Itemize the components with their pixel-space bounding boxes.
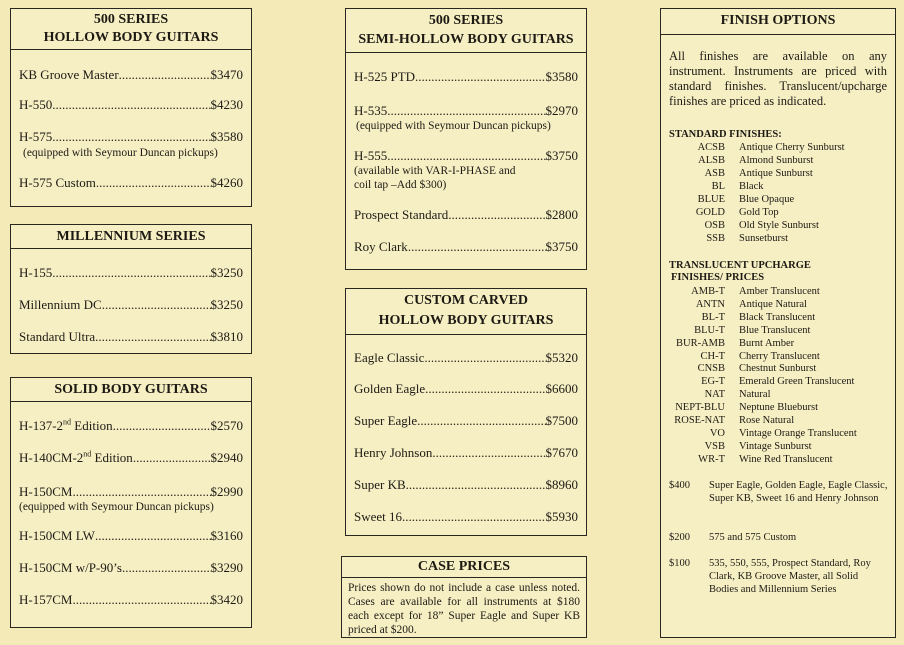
finish-row	[661, 401, 895, 414]
translucent-subtitle: FINISHES/ PRICES	[671, 272, 765, 283]
item-price: $2940	[210, 450, 243, 465]
semi-hollow-header	[346, 9, 586, 53]
finish-row	[661, 350, 895, 363]
price-row	[19, 528, 243, 544]
finish-row	[661, 311, 895, 324]
upcharge-row	[669, 531, 889, 544]
finish-code: OSB	[704, 220, 725, 231]
standard-finishes-title: STANDARD FINISHES:	[669, 129, 782, 140]
finish-code: BLUE	[697, 194, 725, 205]
item-price: $3750	[545, 148, 578, 163]
item-price: $3250	[210, 265, 243, 280]
item-price: $3810	[210, 329, 243, 344]
finish-code: VO	[709, 427, 725, 439]
finish-desc: Burnt Amber	[739, 337, 795, 349]
price-row	[19, 592, 243, 608]
finish-desc: Neptune Blueburst	[739, 402, 819, 414]
price-row	[354, 350, 578, 366]
finish-code: WR-T	[698, 453, 725, 465]
item-price: $2970	[545, 103, 578, 118]
coil-tap-note: coil tap –Add $300)	[354, 179, 447, 191]
upcharge-desc: 535, 550, 555, Prospect Standard, Roy Clark, KB Groove Master, all Solid Bodies and Millennium Series	[709, 558, 871, 595]
semi-body-title: SEMI-HOLLOW BODY GUITARS	[358, 32, 574, 47]
custom-carved-title: CUSTOM CARVED	[403, 293, 529, 308]
millennium-box	[10, 224, 252, 354]
price-row	[19, 484, 243, 500]
price-row	[354, 477, 578, 493]
finish-desc: Cherry Translucent	[739, 350, 820, 362]
finish-desc: Blue Translucent	[739, 324, 811, 336]
price-row	[19, 297, 243, 313]
finish-desc: Gold Top	[739, 207, 779, 218]
finish-code: EG-T	[701, 376, 725, 388]
item-name: H-575 Custom	[19, 175, 96, 190]
upcharge-amount: $100	[669, 558, 690, 569]
item-price: $4260	[210, 175, 243, 190]
item-price: $2990	[210, 484, 243, 499]
item-price: $3420	[210, 592, 243, 607]
finish-code: ANTN	[695, 298, 725, 310]
item-name: H-555	[354, 148, 388, 163]
price-row	[354, 413, 578, 429]
finish-row	[661, 337, 895, 350]
price-row	[354, 207, 578, 223]
finish-row	[661, 154, 895, 167]
finish-desc: Amber Translucent	[739, 286, 820, 297]
price-row	[19, 265, 243, 281]
finish-desc: Black Translucent	[739, 311, 816, 323]
upcharge-desc: 575 and 575 Custom	[709, 532, 797, 543]
finish-row	[661, 362, 895, 375]
price-row	[19, 175, 243, 191]
finish-desc: Natural	[739, 389, 771, 401]
finish-desc: Chestnut Sunburst	[739, 363, 817, 375]
item-name: Sweet 16	[354, 509, 403, 524]
finish-code: ACSB	[697, 142, 725, 153]
finish-code: BUR-AMB	[675, 337, 725, 349]
upcharge-amount: $200	[669, 532, 690, 543]
price-row	[354, 239, 578, 255]
finish-row	[661, 375, 895, 388]
price-row	[354, 381, 578, 397]
finish-desc: Vintage Orange Translucent	[739, 427, 857, 439]
finish-row	[661, 232, 895, 245]
case-prices-box	[341, 556, 587, 638]
finish-row	[661, 180, 895, 193]
item-name: Super Eagle	[354, 413, 418, 428]
finish-row	[661, 285, 895, 298]
finish-desc: Almond Sunburst	[739, 155, 814, 166]
solid-body-box	[10, 377, 252, 628]
item-name: H-150CM LW	[19, 528, 95, 543]
finish-row	[661, 388, 895, 401]
price-row	[19, 129, 243, 145]
finish-row	[661, 440, 895, 453]
hollow-series-title: 500 SERIES	[93, 12, 169, 27]
upcharge-row	[669, 479, 889, 505]
finish-options-header: FINISH OPTIONS	[661, 9, 895, 35]
upcharge-row	[669, 557, 889, 596]
price-row	[19, 97, 243, 113]
item-name: Millennium DC	[19, 297, 102, 312]
item-name: Super KB	[354, 477, 406, 492]
finish-desc: Black	[739, 181, 764, 192]
finish-code: ALSB	[698, 155, 725, 166]
finish-intro: All finishes are available on any instrument. Instruments are priced with standard finishes. Translucent/upcharge finishes are priced as indicated.	[669, 49, 887, 108]
item-name: Golden Eagle	[354, 381, 426, 396]
finish-row	[661, 324, 895, 337]
finish-desc: Vintage Sunburst	[739, 440, 812, 452]
item-price: $7500	[545, 413, 578, 428]
hollow-body-header	[11, 9, 251, 50]
finish-desc: Rose Natural	[739, 415, 795, 426]
price-row	[354, 148, 578, 164]
item-price: $4230	[210, 97, 243, 112]
finish-desc: Old Style Sunburst	[739, 220, 819, 231]
finish-desc: Antique Natural	[739, 298, 807, 310]
pickup-note: (equipped with Seymour Duncan pickups)	[356, 120, 551, 132]
price-row	[19, 67, 243, 83]
price-row	[354, 103, 578, 119]
finish-desc: Emerald Green Translucent	[739, 376, 855, 388]
finish-code: CH-T	[700, 350, 725, 362]
item-price: $5320	[545, 350, 578, 365]
millennium-header: MILLENNIUM SERIES	[11, 225, 251, 249]
finish-code: SSB	[706, 233, 725, 244]
item-price: $8960	[545, 477, 578, 492]
item-name: H-137-2nd Edition	[19, 417, 113, 433]
finish-desc: Sunsetburst	[739, 233, 789, 244]
item-price: $5930	[545, 509, 578, 524]
finish-row	[661, 298, 895, 311]
pickup-note: (equipped with Seymour Duncan pickups)	[19, 501, 214, 513]
solid-body-header: SOLID BODY GUITARS	[11, 378, 251, 402]
finish-row	[661, 206, 895, 219]
custom-carved-box	[345, 288, 587, 536]
finish-code: ASB	[704, 168, 725, 179]
upcharge-desc: Super Eagle, Golden Eagle, Eagle Classic, Super KB, Sweet 16 and Henry Johnson	[709, 480, 888, 504]
upcharge-amount: $400	[669, 480, 690, 491]
item-name: KB Groove Master	[19, 67, 119, 82]
finish-row	[661, 219, 895, 232]
item-name: H-535	[354, 103, 388, 118]
price-row	[354, 69, 578, 85]
var-i-phase-note: (available with VAR-I-PHASE and	[354, 165, 516, 177]
pickup-note: (equipped with Seymour Duncan pickups)	[23, 147, 218, 159]
finish-code: VSB	[704, 440, 725, 452]
item-name: H-575	[19, 129, 53, 144]
item-price: $6600	[545, 381, 578, 396]
finish-options-box	[660, 8, 896, 638]
finish-desc: Antique Sunburst	[739, 168, 813, 179]
finish-code: BL-T	[701, 311, 725, 323]
finish-row	[661, 427, 895, 440]
finish-row	[661, 453, 895, 466]
item-name: H-157CM	[19, 592, 73, 607]
price-row	[19, 329, 243, 345]
item-name: H-140CM-2nd Edition	[19, 449, 133, 465]
item-price: $3250	[210, 297, 243, 312]
finish-code: BL	[711, 181, 725, 192]
price-row	[354, 509, 578, 525]
item-price: $2800	[545, 207, 578, 222]
price-row	[19, 450, 243, 466]
item-name: Henry Johnson	[354, 445, 433, 460]
item-price: $3580	[210, 129, 243, 144]
custom-carved-header	[346, 289, 586, 335]
item-price: $3750	[545, 239, 578, 254]
hollow-body-title: HOLLOW BODY GUITARS	[43, 30, 219, 45]
item-price: $7670	[545, 445, 578, 460]
item-name: H-155	[19, 265, 53, 280]
case-prices-header: CASE PRICES	[342, 557, 586, 578]
finish-row	[661, 141, 895, 154]
finish-row	[661, 167, 895, 180]
item-name: H-525 PTD	[354, 69, 416, 84]
custom-carved-subtitle: HOLLOW BODY GUITARS	[378, 313, 554, 328]
item-name: H-150CM w/P-90’s	[19, 560, 122, 575]
hollow-body-box	[10, 8, 252, 207]
semi-series-title: 500 SERIES	[428, 13, 504, 28]
item-name: H-150CM	[19, 484, 73, 499]
finish-desc: Wine Red Translucent	[739, 453, 833, 465]
item-price: $2570	[210, 418, 243, 433]
item-price: $3580	[545, 69, 578, 84]
item-name: Prospect Standard	[354, 207, 449, 222]
finish-desc: Blue Opaque	[739, 194, 795, 205]
finish-code: ROSE-NAT	[674, 415, 725, 426]
finish-code: BLU-T	[694, 324, 725, 336]
finish-code: NAT	[704, 389, 725, 401]
case-prices-text: Prices shown do not include a case unless noted. Cases are available for all instruments at $180 each except for 18” Super Eagle and Super KB priced at $200.	[348, 582, 580, 636]
item-name: Standard Ultra	[19, 329, 96, 344]
item-price: $3290	[210, 560, 243, 575]
finish-row	[661, 414, 895, 427]
item-price: $3470	[210, 67, 243, 82]
finish-row	[661, 193, 895, 206]
translucent-title: TRANSLUCENT UPCHARGE	[669, 260, 811, 271]
finish-code: AMB-T	[691, 286, 725, 297]
finish-code: NEPT-BLU	[675, 402, 725, 414]
semi-hollow-box	[345, 8, 587, 270]
item-name: H-550	[19, 97, 53, 112]
item-price: $3160	[210, 528, 243, 543]
finish-code: CNSB	[697, 363, 725, 375]
price-row	[19, 560, 243, 576]
finish-desc: Antique Cherry Sunburst	[739, 142, 845, 153]
item-name: Roy Clark	[354, 239, 408, 254]
price-row	[19, 418, 243, 434]
item-name: Eagle Classic	[354, 350, 425, 365]
price-row	[354, 445, 578, 461]
finish-code: GOLD	[695, 207, 725, 218]
